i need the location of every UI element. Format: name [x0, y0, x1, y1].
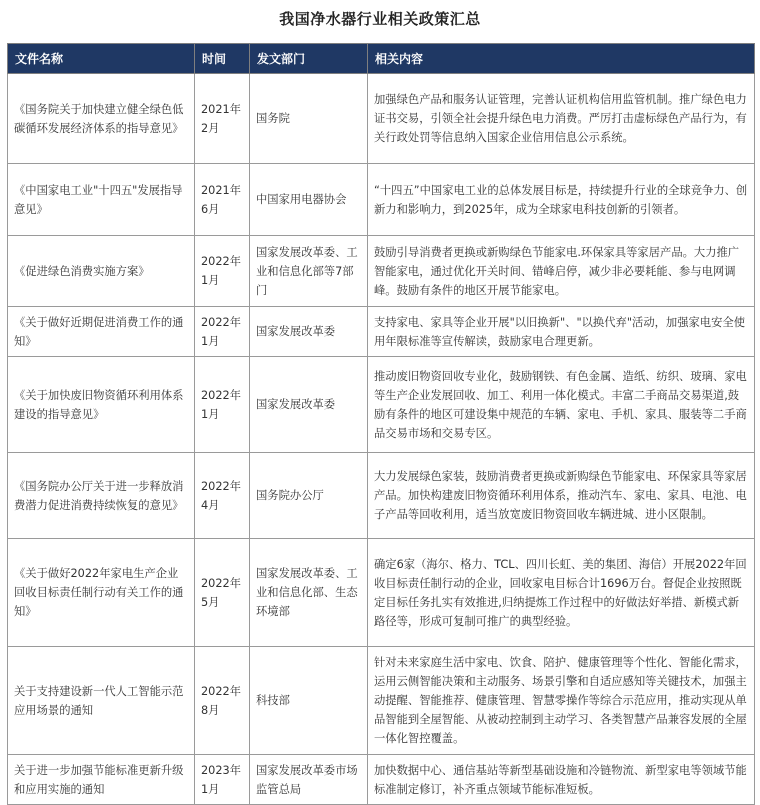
cell-dept: 国家发展改革委 — [250, 357, 368, 453]
cell-date: 2022年1月 — [195, 357, 250, 453]
cell-name: 《关于加快废旧物资循环利用体系建设的指导意见》 — [8, 357, 195, 453]
table-row — [8, 307, 755, 357]
table-row — [8, 453, 755, 539]
cell-date: 2022年1月 — [195, 236, 250, 307]
cell-content: 加快数据中心、通信基站等新型基础设施和冷链物流、新型家电等领域节能标准制定修订，补齐重点领域节能标准短板。 — [368, 755, 755, 805]
cell-content: “十四五”中国家电工业的总体发展目标是，持续提升行业的全球竞争力、创新力和影响力，到2025年，成为全球家电科技创新的引领者。 — [368, 164, 755, 236]
cell-name: 关于支持建设新一代人工智能示范应用场景的通知 — [8, 647, 195, 755]
cell-content: 推动废旧物资回收专业化，鼓励钢铁、有色金属、造纸、纺织、玻璃、家电等生产企业发展回收、加工、利用一体化模式。丰富二手商品交易渠道,鼓励有条件的地区可建设集中规范的车辆、家电、手机、家具、服装等二手商品交易市场和交易专区。 — [368, 357, 755, 453]
cell-dept: 中国家用电器协会 — [250, 164, 368, 236]
page-title: 我国净水器行业相关政策汇总 — [279, 10, 481, 28]
table-row — [8, 539, 755, 647]
table-header-row — [8, 44, 755, 74]
cell-content: 加强绿色产品和服务认证管理，完善认证机构信用监管机制。推广绿色电力证书交易，引领全社会提升绿色电力消费。严厉打击虚标绿色产品行为，有关行政处罚等信息纳入国家企业信用信息公示系统。 — [368, 74, 755, 164]
cell-name: 《关于做好2022年家电生产企业回收目标责任制行动有关工作的通知》 — [8, 539, 195, 647]
cell-content: 大力发展绿色家装，鼓励消费者更换或新购绿色节能家电、环保家具等家居产品。加快构建废旧物资循环利用体系，推动汽车、家电、家具、电池、电子产品等回收利用，适当放宽废旧物资回收车辆进城、进小区限制。 — [368, 453, 755, 539]
cell-dept: 国务院 — [250, 74, 368, 164]
column-header-dept: 发文部门 — [250, 44, 368, 74]
column-header-date: 时间 — [195, 44, 250, 74]
cell-dept: 国家发展改革委 — [250, 307, 368, 357]
cell-dept: 国家发展改革委、工业和信息化部等7部门 — [250, 236, 368, 307]
column-header-name: 文件名称 — [8, 44, 195, 74]
cell-content: 针对未来家庭生活中家电、饮食、陪护、健康管理等个性化、智能化需求，运用云侧智能决策和主动服务、场景引擎和自适应感知等关键技术，加强主动提醒、智能推荐、健康管理、智慧零操作等综合示范应用，推动实现从单品智能到全屋智能、从被动控制到主动学习、各类智慧产品兼容发展的全屋一体化智控覆盖。 — [368, 647, 755, 755]
cell-date: 2022年4月 — [195, 453, 250, 539]
table-row — [8, 647, 755, 755]
cell-date: 2023年1月 — [195, 755, 250, 805]
cell-name: 《中国家电工业"十四五"发展指导意见》 — [8, 164, 195, 236]
cell-name: 《关于做好近期促进消费工作的通知》 — [8, 307, 195, 357]
cell-name: 《国务院关于加快建立健全绿色低碳循环发展经济体系的指导意见》 — [8, 74, 195, 164]
table-row — [8, 164, 755, 236]
table-row — [8, 74, 755, 164]
cell-dept: 国家发展改革委、工业和信息化部、生态环境部 — [250, 539, 368, 647]
cell-dept: 国家发展改革委市场监管总局 — [250, 755, 368, 805]
cell-dept: 国务院办公厅 — [250, 453, 368, 539]
table-row — [8, 236, 755, 307]
cell-name: 《国务院办公厅关于进一步释放消费潜力促进消费持续恢复的意见》 — [8, 453, 195, 539]
cell-name: 关于进一步加强节能标准更新升级和应用实施的通知 — [8, 755, 195, 805]
table-row — [8, 357, 755, 453]
cell-content: 支持家电、家具等企业开展"以旧换新"、"以换代弃"活动，加强家电安全使用年限标准等宣传解读，鼓励家电合理更新。 — [368, 307, 755, 357]
table-row — [8, 755, 755, 805]
column-header-content: 相关内容 — [368, 44, 755, 74]
policy-table — [7, 43, 755, 805]
cell-content: 确定6家（海尔、格力、TCL、四川长虹、美的集团、海信）开展2022年回收目标责任制行动的企业，回收家电目标合计1696万台。督促企业按照既定目标任务扎实有效推进,归纳提炼工作过程中的好做法好举措、新模式新路径等，形成可复制可推广的典型经验。 — [368, 539, 755, 647]
cell-name: 《促进绿色消费实施方案》 — [8, 236, 195, 307]
cell-date: 2022年5月 — [195, 539, 250, 647]
cell-dept: 科技部 — [250, 647, 368, 755]
cell-date: 2022年1月 — [195, 307, 250, 357]
cell-date: 2021年6月 — [195, 164, 250, 236]
cell-content: 鼓励引导消费者更换或新购绿色节能家电.环保家具等家居产品。大力推广智能家电，通过优化开关时间、错峰启停，减少非必要耗能、参与电网调峰。鼓励有条件的地区开展节能家电。 — [368, 236, 755, 307]
cell-date: 2022年8月 — [195, 647, 250, 755]
cell-date: 2021年2月 — [195, 74, 250, 164]
